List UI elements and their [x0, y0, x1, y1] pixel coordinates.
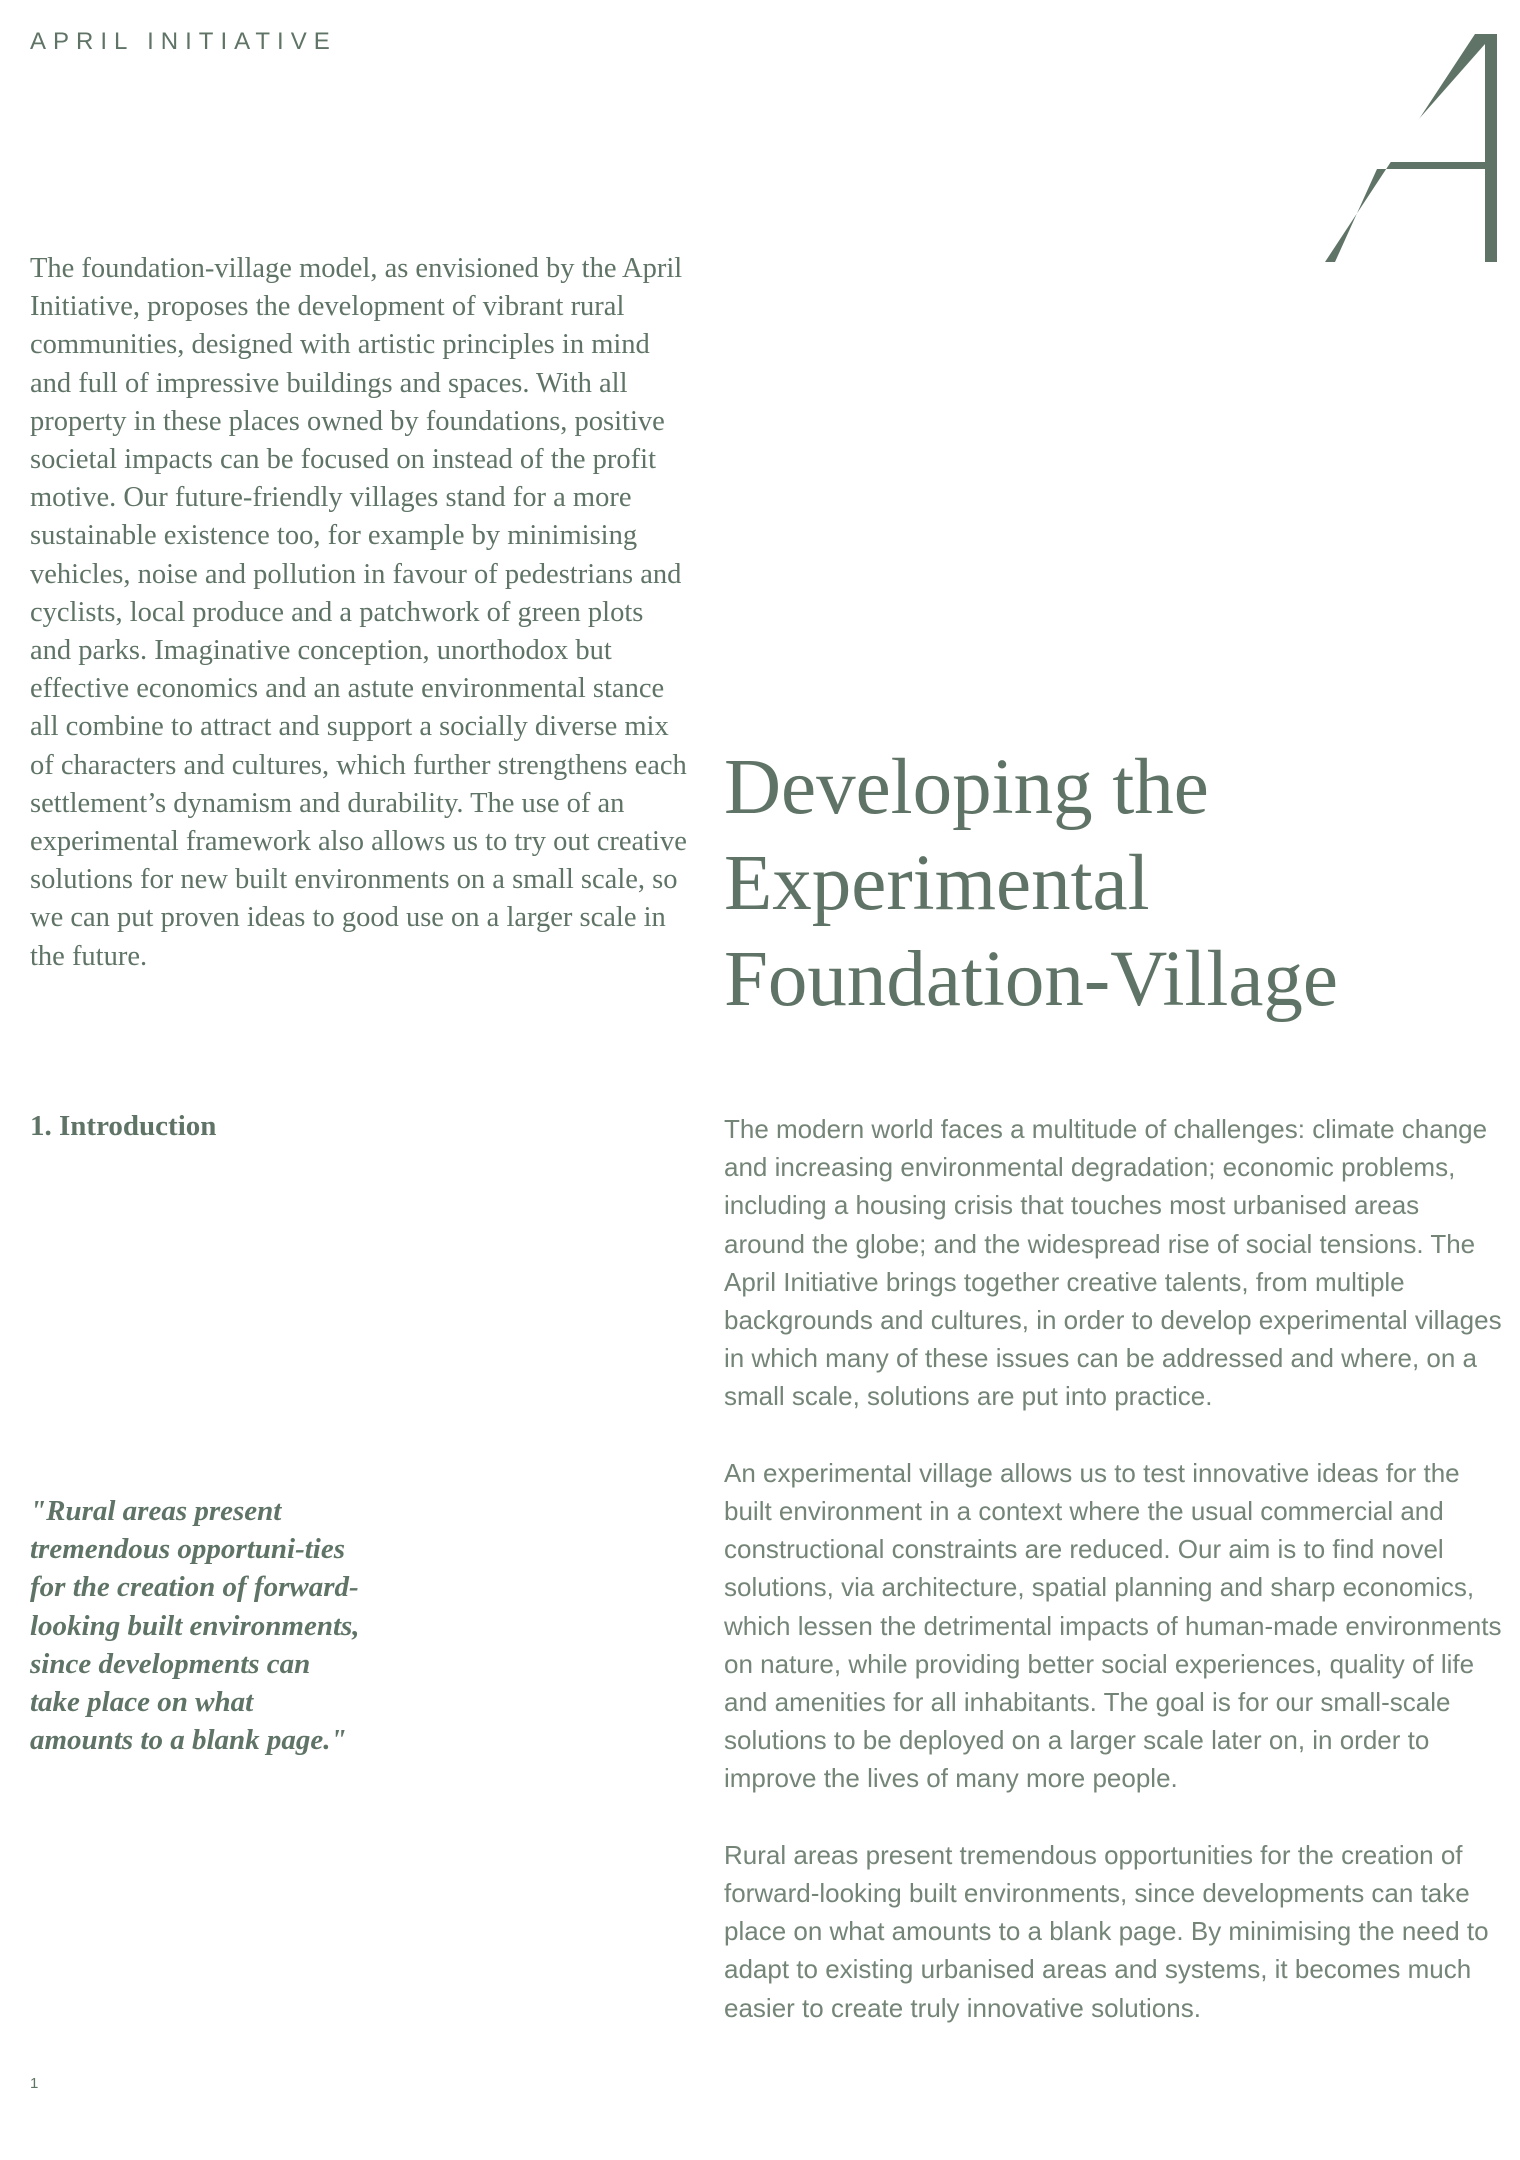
section-heading: 1. Introduction — [30, 1110, 217, 1142]
lead-paragraph: The foundation-village model, as envisioned by the April Initiative, proposes the development of vibrant rural communities, designed with artistic principles in mind and full of impressive buildings and spaces. With all property in these places owned by foundations, positive societal impacts can be focused on instead of the profit motive. Our future-friendly villages stand for a more sustainable existence too, for example by minimising vehicles, noise and pollution in favour of pedestrians and cyclists, local produce and a patchwork of green plots and parks. Imaginative conception, unorthodox but effective economics and an astute environmental stance all combine to attract and support a socially diverse mix of characters and cultures, which further strengthens each settlement’s dynamism and durability. The use of an experimental framework also allows us to try out creative solutions for new built environments on a small scale, so we can put proven ideas to good use on a larger scale in the future. — [30, 253, 687, 972]
body-paragraph-3: Rural areas present tremendous opportunities for the creation of forward-looking built environments, since developments can take place on what amounts to a blank page. By minimising the need to adapt to existing urbanised areas and systems, it becomes much easier to create truly innovative solutions. — [724, 1839, 1489, 2023]
pull-quote: "Rural areas present tremendous opportuni-ties for the creation of forward-looking built environments, since developments can take place on what amounts to a blank page." — [30, 1495, 360, 1757]
page-title — [724, 740, 1484, 1028]
body-paragraph-1: The modern world faces a multitude of challenges: climate change and increasing environmental degradation; economic problems, including a housing crisis that touches most urbanised areas around the globe; and the widespread rise of social tensions. The April Initiative brings together creative talents, from multiple backgrounds and cultures, in order to develop experimental villages in which many of these issues can be addressed and where, on a small scale, solutions are put into practice. — [724, 1114, 1502, 1412]
logo-letter-a — [1325, 34, 1500, 264]
title-line-1: Developing the — [724, 744, 1209, 831]
page-number: 1 — [30, 2075, 39, 2092]
body-paragraph-2: An experimental village allows us to test innovative ideas for the built environment in a context where the usual commercial and constructional constraints are reduced. Our aim is to find novel solutions, via architecture, spatial planning and sharp economics, which lessen the detrimental impacts of human-made environments on nature, while providing better social experiences, quality of life and amenities for all inhabitants. The goal is for our small-scale solutions to be deployed on a larger scale later on, in order to improve the lives of many more people. — [724, 1457, 1502, 1794]
brand-wordmark: APRIL INITIATIVE — [30, 28, 337, 55]
body-column — [724, 1110, 1504, 2065]
title-line-3: Foundation-Village — [724, 936, 1338, 1023]
title-line-2: Experimental — [724, 840, 1150, 927]
